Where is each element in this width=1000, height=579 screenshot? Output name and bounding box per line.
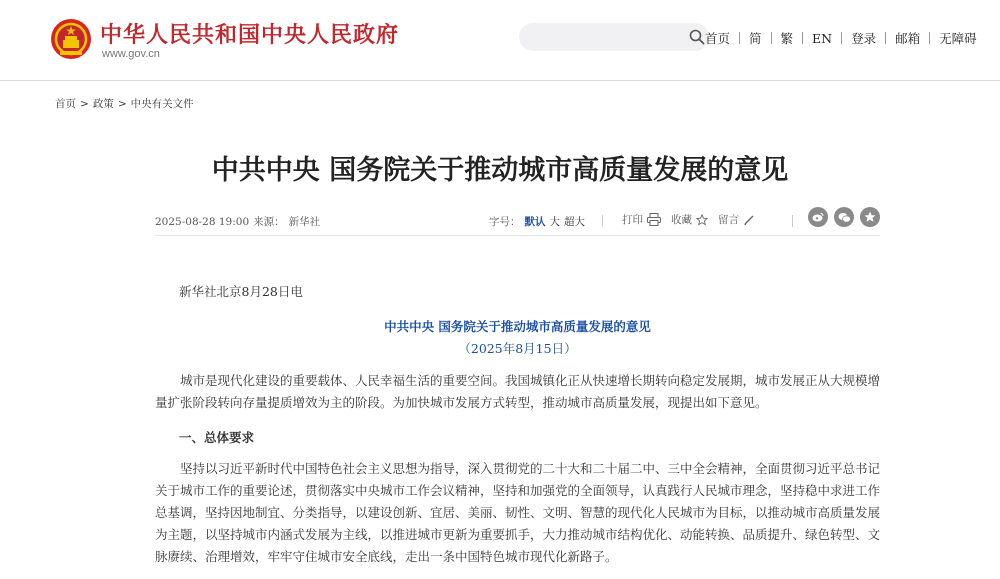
meta-divider: [602, 215, 603, 227]
share-qzone-button[interactable]: [860, 207, 880, 227]
page-title: 中共中央 国务院关于推动城市高质量发展的意见: [211, 155, 789, 186]
nav-simplified[interactable]: 简: [749, 31, 762, 46]
meta-divider: [792, 215, 793, 227]
publish-datetime: 2025-08-28 19:00: [155, 216, 250, 228]
favorite-label: 收藏: [671, 214, 692, 226]
breadcrumb-central-documents[interactable]: 中央有关文件: [130, 98, 194, 110]
article-meta: [155, 214, 324, 229]
font-size-xlarge[interactable]: 超大: [564, 216, 585, 228]
search-icon[interactable]: [689, 29, 705, 45]
paragraph: 坚持以习近平新时代中国特色社会主义思想为指导，深入贯彻党的二十大和二十届二中、三中全会精神，全面贯彻习近平总书记关于城市工作的重要论述，贯彻落实中央城市工作会议精神，坚持和加强党的全面领导，认真践行人民城市理念，坚持稳中求进工作总基调，坚持因地制宜、分类指导，以建设创新、宜居、美丽、韧性、文明、智慧的现代化人民城市为目标，以推动城市高质量发展为主题，以坚持城市内涵式发展为主线，以推进城市更新为重要抓手，大力推动城市结构优化、动能转换、品质提升、绿色转型、文脉赓续、治理增效，牢牢守住城市安全底线，走出一条中国特色城市现代化新路子。: [155, 461, 881, 564]
breadcrumb-separator: >: [80, 98, 89, 110]
qzone-icon: [864, 211, 876, 223]
search-input[interactable]: [519, 23, 709, 51]
favorite-button[interactable]: [671, 212, 708, 227]
star-icon: [696, 214, 708, 226]
comment-button[interactable]: [718, 212, 755, 227]
source-name: 新华社: [288, 216, 321, 228]
site-title[interactable]: 中华人民共和国中央人民政府: [100, 23, 400, 48]
nav-english[interactable]: EN: [812, 30, 833, 46]
article-tools: [622, 212, 765, 227]
comment-label: 留言: [718, 214, 739, 226]
article-meta-bar: [155, 209, 880, 236]
document-date: （2025年8月15日）: [458, 341, 577, 356]
breadcrumb-policy[interactable]: 政策: [92, 98, 114, 110]
wechat-icon: [838, 212, 851, 223]
breadcrumb-separator: >: [117, 98, 127, 110]
nav-login[interactable]: 登录: [851, 31, 877, 46]
breadcrumb-home[interactable]: 首页: [55, 98, 76, 110]
nav-accessibility[interactable]: 无障碍: [939, 31, 977, 46]
font-size-control: [489, 214, 585, 229]
breadcrumb: [55, 96, 194, 111]
document-title: 中共中央 国务院关于推动城市高质量发展的意见: [384, 319, 651, 334]
font-size-large[interactable]: 大: [549, 216, 560, 228]
source-label: 来源：: [253, 216, 285, 228]
print-button[interactable]: [622, 212, 661, 227]
print-label: 打印: [622, 214, 643, 226]
nav-home[interactable]: 首页: [705, 31, 731, 46]
site-url: www.gov.cn: [102, 48, 160, 60]
share-weibo-button[interactable]: [808, 207, 828, 227]
nav-traditional[interactable]: 繁: [780, 31, 794, 46]
top-nav: [705, 30, 986, 46]
font-size-default[interactable]: 默认: [524, 216, 546, 228]
print-icon: [647, 213, 661, 226]
nav-mail[interactable]: 邮箱: [895, 31, 921, 46]
site-header: [0, 0, 1000, 81]
national-emblem-icon[interactable]: [50, 18, 92, 60]
paragraph: 城市是现代化建设的重要载体、人民幸福生活的重要空间。我国城镇化正从快速增长期转向稳定发展期，城市发展正从大规模增量扩张阶段转向存量提质增效为主的阶段。为加快城市发展方式转型，推动城市高质量发展，现提出如下意见。: [155, 373, 881, 410]
font-size-label: 字号：: [489, 216, 521, 228]
dateline: 新华社北京8月28日电: [179, 284, 303, 299]
share-wechat-button[interactable]: [834, 207, 854, 227]
weibo-icon: [812, 212, 824, 222]
section-heading: 一、总体要求: [179, 430, 255, 445]
pencil-icon: [743, 214, 755, 226]
share-buttons: [802, 207, 880, 227]
